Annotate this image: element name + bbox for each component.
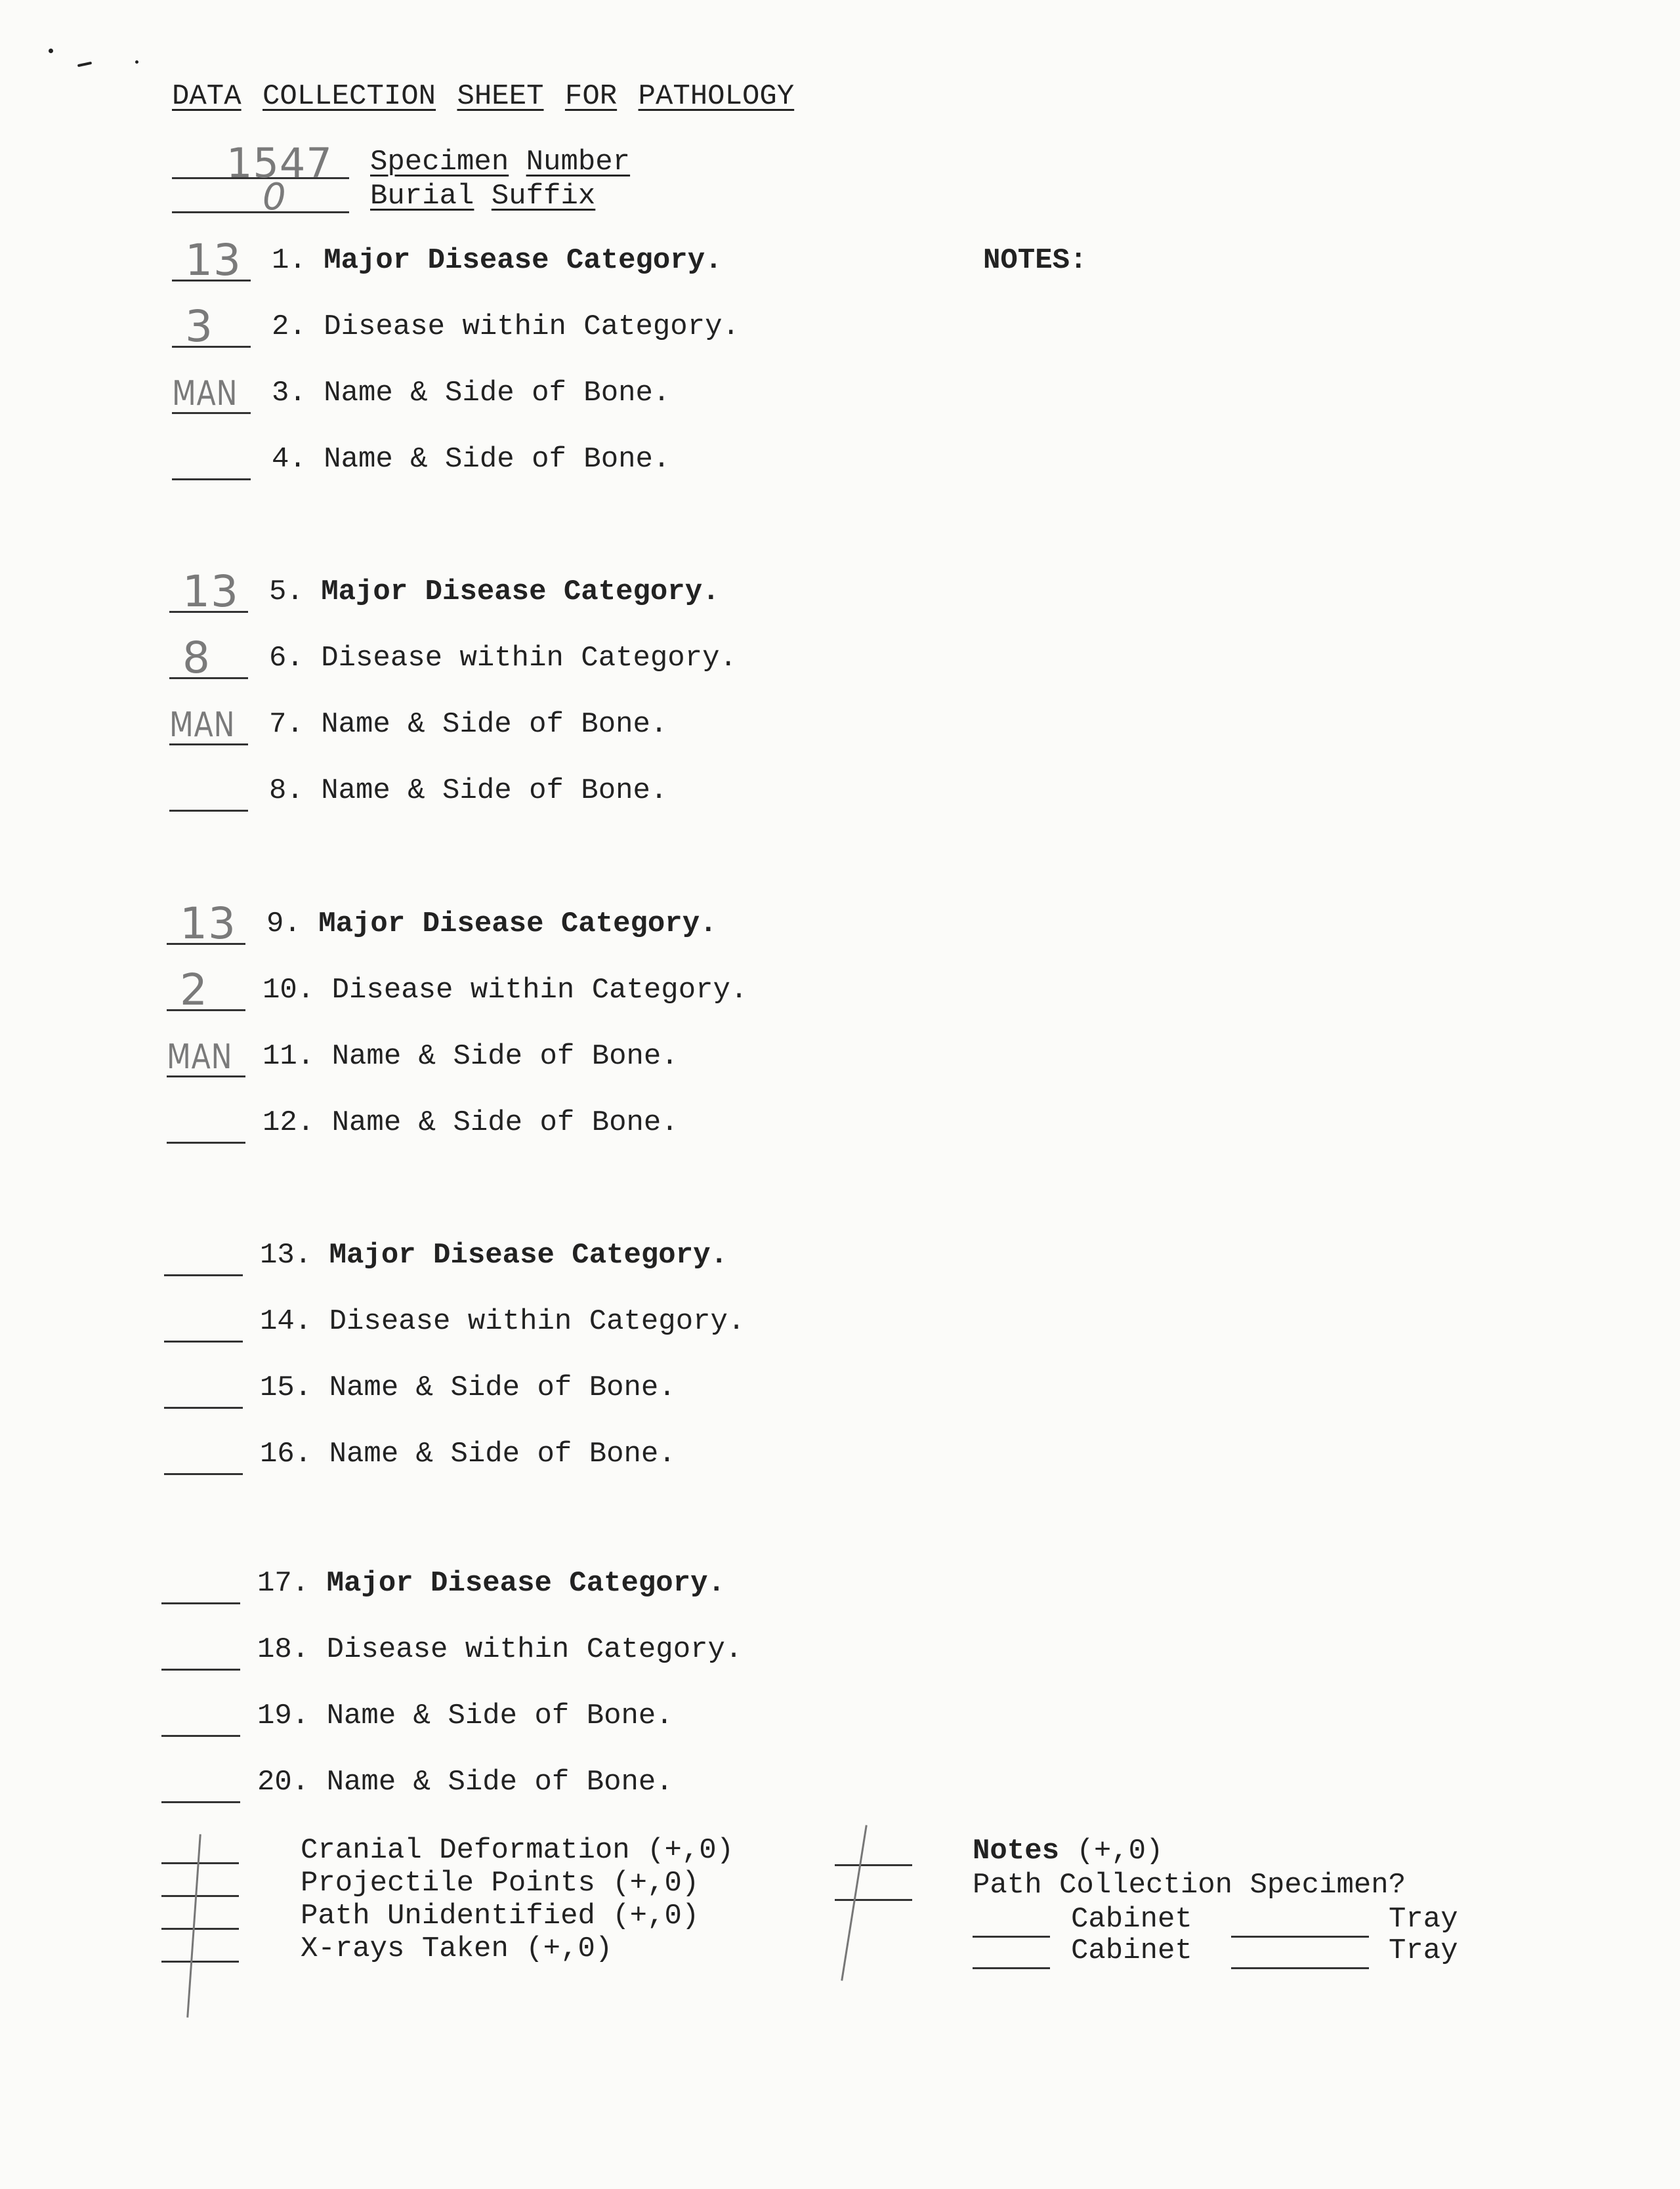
item-number: 15. (260, 1371, 312, 1404)
item-label: Disease within Category. (321, 642, 737, 675)
xrays-taken-field[interactable] (161, 1961, 239, 1963)
item-20-row (257, 1766, 673, 1799)
item-10-row (262, 974, 747, 1007)
item-number: 16. (260, 1438, 312, 1470)
item-4-field[interactable] (172, 478, 251, 480)
path-collection-question: Path Collection Specimen? (973, 1869, 1406, 1902)
item-16-field[interactable] (164, 1473, 243, 1475)
item-number: 7. (269, 708, 304, 741)
item-2-row (272, 310, 740, 343)
item-label: Disease within Category. (324, 310, 740, 343)
item-number: 20. (257, 1766, 310, 1799)
item-16-row (260, 1438, 676, 1470)
item-label: Major Disease Category. (324, 244, 723, 277)
item-number: 17. (257, 1567, 310, 1600)
scan-speck (49, 49, 53, 53)
specimen-number-value: 1547 (226, 139, 333, 187)
item-label: Major Disease Category. (326, 1567, 725, 1600)
path-unidentified-field[interactable] (161, 1928, 239, 1930)
tray-field-2[interactable] (1231, 1967, 1369, 1969)
item-number: 9. (266, 907, 301, 940)
cabinet-field-2[interactable] (973, 1967, 1050, 1969)
item-13-field[interactable] (164, 1274, 243, 1276)
tray-label-2: Tray (1389, 1934, 1458, 1967)
tray-label-1: Tray (1389, 1903, 1458, 1936)
item-label: Name & Side of Bone. (324, 443, 671, 476)
item-7-row (269, 708, 667, 741)
specimen-number-label: Specimen Number (370, 146, 631, 178)
item-4-row (272, 443, 670, 476)
item-3-row (272, 377, 670, 409)
item-13-row (260, 1239, 728, 1272)
item-8-row (269, 774, 667, 807)
item-20-field[interactable] (161, 1801, 240, 1803)
path-collection-field[interactable] (835, 1899, 912, 1901)
item-label: Disease within Category. (329, 1305, 746, 1338)
item-2-value: 3 (185, 301, 213, 352)
item-3-value: MAN (172, 374, 238, 413)
item-19-field[interactable] (161, 1735, 240, 1737)
item-label: Disease within Category. (331, 974, 748, 1007)
item-number: 11. (262, 1040, 315, 1073)
item-label: Name & Side of Bone. (329, 1438, 676, 1470)
item-label: Major Disease Category. (329, 1239, 728, 1272)
item-12-row (262, 1106, 679, 1139)
item-number: 18. (257, 1633, 310, 1666)
page-title: DATA COLLECTION SHEET FOR PATHOLOGY (172, 80, 795, 113)
item-label: Name & Side of Bone. (321, 708, 668, 741)
item-number: 8. (269, 774, 304, 807)
item-label: Name & Side of Bone. (331, 1106, 679, 1139)
cranial-deformation-label: Cranial Deformation (+,0) (301, 1834, 734, 1867)
item-number: 6. (269, 642, 304, 675)
item-5-row (269, 575, 720, 608)
cabinet-field-1[interactable] (973, 1936, 1050, 1938)
scan-speck (135, 60, 138, 64)
item-label: Name & Side of Bone. (321, 774, 668, 807)
tray-field-1[interactable] (1231, 1936, 1369, 1938)
item-7-value: MAN (169, 705, 236, 745)
item-11-row (262, 1040, 679, 1073)
item-number: 12. (262, 1106, 315, 1139)
item-18-row (257, 1633, 742, 1666)
burial-suffix-label: Burial Suffix (370, 180, 596, 213)
item-label: Disease within Category. (326, 1633, 743, 1666)
item-18-field[interactable] (161, 1669, 240, 1671)
item-14-row (260, 1305, 745, 1338)
item-number: 2. (272, 310, 306, 343)
path-unidentified-label: Path Unidentified (+,0) (301, 1900, 700, 1932)
item-8-field[interactable] (169, 810, 248, 812)
item-number: 5. (269, 575, 304, 608)
pencil-slash-mark (841, 1825, 868, 1981)
item-1-value: 13 (185, 235, 242, 285)
cabinet-label-1: Cabinet (1071, 1903, 1192, 1936)
notes-flag-field[interactable] (835, 1864, 912, 1866)
scan-speck (77, 62, 92, 67)
item-9-value: 13 (180, 898, 236, 949)
notes-heading: NOTES: (983, 244, 1087, 277)
item-5-value: 13 (182, 566, 239, 617)
item-9-row (266, 907, 717, 940)
item-19-row (257, 1699, 673, 1732)
item-number: 19. (257, 1699, 310, 1732)
projectile-points-label: Projectile Points (+,0) (301, 1867, 700, 1900)
item-label: Name & Side of Bone. (326, 1699, 673, 1732)
item-15-field[interactable] (164, 1407, 243, 1409)
item-label: Name & Side of Bone. (331, 1040, 679, 1073)
item-11-value: MAN (167, 1037, 233, 1077)
cabinet-label-2: Cabinet (1071, 1934, 1192, 1967)
item-label: Name & Side of Bone. (324, 377, 671, 409)
item-1-row (272, 244, 723, 277)
projectile-points-field[interactable] (161, 1895, 239, 1897)
item-15-row (260, 1371, 676, 1404)
item-label: Major Disease Category. (318, 907, 717, 940)
item-label: Name & Side of Bone. (326, 1766, 673, 1799)
item-number: 14. (260, 1305, 312, 1338)
item-number: 3. (272, 377, 306, 409)
item-number: 13. (260, 1239, 312, 1272)
burial-suffix-value: 0 (262, 176, 287, 219)
item-17-field[interactable] (161, 1602, 240, 1604)
notes-flag-label: Notes (+,0) (973, 1835, 1164, 1867)
item-number: 1. (272, 244, 306, 277)
item-6-row (269, 642, 737, 675)
item-14-field[interactable] (164, 1341, 243, 1343)
item-12-field[interactable] (167, 1142, 245, 1144)
item-label: Major Disease Category. (321, 575, 720, 608)
cranial-deformation-field[interactable] (161, 1862, 239, 1864)
item-number: 4. (272, 443, 306, 476)
item-17-row (257, 1567, 725, 1600)
item-label: Name & Side of Bone. (329, 1371, 676, 1404)
item-number: 10. (262, 974, 315, 1007)
xrays-taken-label: X-rays Taken (+,0) (301, 1932, 613, 1965)
item-6-value: 8 (182, 633, 211, 683)
item-10-value: 2 (180, 965, 208, 1015)
burial-suffix-field[interactable] (172, 211, 349, 213)
